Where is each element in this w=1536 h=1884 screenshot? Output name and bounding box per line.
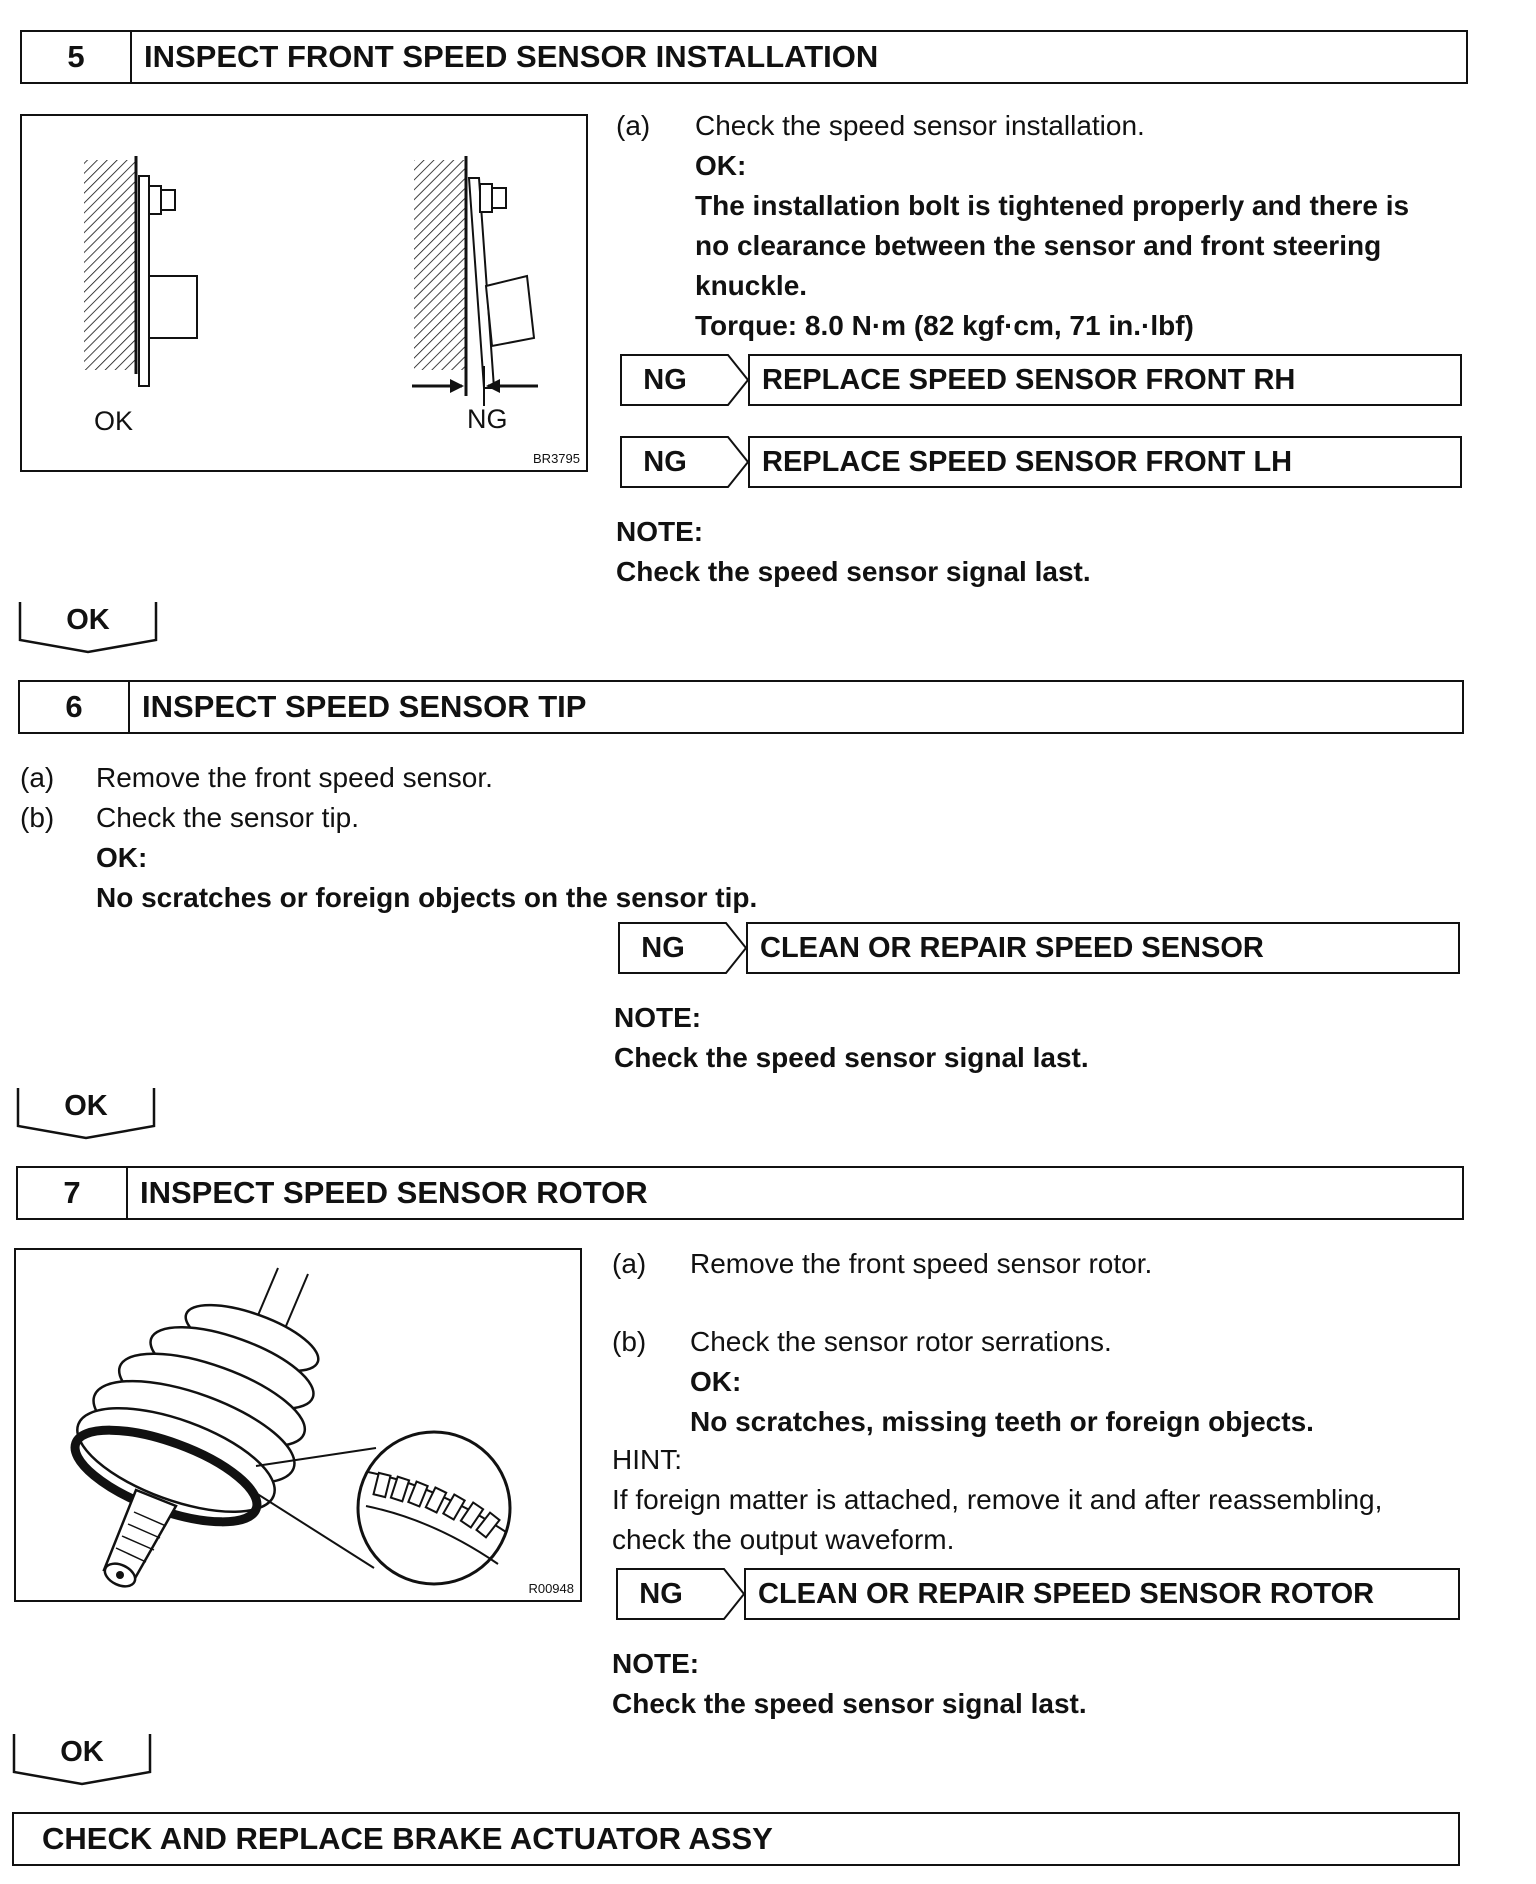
step5-ng-row-rh (620, 354, 1462, 406)
ng-label: NG (641, 931, 685, 964)
step7-item-b-text: Check the sensor rotor serrations. (690, 1326, 1112, 1357)
step5-header (20, 30, 1468, 84)
step5-note-heading: NOTE: (616, 516, 704, 547)
step6-ok-button[interactable] (16, 1086, 156, 1140)
step7-hint-line1: If foreign matter is attached, remove it and after reassembling, (612, 1484, 1383, 1515)
step7-header (16, 1166, 1464, 1220)
step7-ok-heading: OK: (690, 1366, 742, 1397)
step6-item-b-marker: (b) (20, 802, 55, 833)
figure-label-ok: OK (94, 406, 134, 436)
final-action-title: CHECK AND REPLACE BRAKE ACTUATOR ASSY (42, 1821, 773, 1856)
step6-ok-heading: OK: (96, 842, 148, 873)
step5-figure (20, 114, 588, 472)
step6-item-a-text: Remove the front speed sensor. (96, 762, 493, 793)
figure-code: BR3795 (533, 451, 580, 466)
step5-number: 5 (22, 32, 132, 82)
step7-figure (14, 1248, 582, 1602)
step5-ng-action-rh: REPLACE SPEED SENSOR FRONT RH (748, 354, 1462, 406)
sensor-rotor-illustration (16, 1250, 584, 1604)
step7-ng-row (616, 1568, 1460, 1620)
ok-label: OK (60, 1736, 104, 1768)
step5-ng-row-lh (620, 436, 1462, 488)
ok-label: OK (64, 1090, 108, 1122)
step6-ok-text: No scratches or foreign objects on the sensor tip. (96, 882, 758, 913)
step6-title: INSPECT SPEED SENSOR TIP (142, 689, 587, 724)
step7-number: 7 (18, 1168, 128, 1218)
step5-torque: Torque: 8.0 N·m (82 kgf·cm, 71 in.·lbf) (695, 310, 1194, 341)
ng-label: NG (643, 363, 687, 396)
step6-item-b-text: Check the sensor tip. (96, 802, 360, 833)
step5-ok-line2: no clearance between the sensor and front steering (695, 230, 1382, 261)
step7-item-b-marker: (b) (612, 1326, 647, 1357)
step5-item-a-marker: (a) (616, 110, 651, 141)
step7-ng-action: CLEAN OR REPAIR SPEED SENSOR ROTOR (744, 1568, 1460, 1620)
step7-item-a-marker: (a) (612, 1248, 647, 1279)
step5-ok-line1: The installation bolt is tightened properly and there is (695, 190, 1410, 221)
step5-ng-action-lh: REPLACE SPEED SENSOR FRONT LH (748, 436, 1462, 488)
step6-item-a-marker: (a) (20, 762, 55, 793)
step6-note-text: Check the speed sensor signal last. (614, 1042, 1089, 1073)
step5-note-text: Check the speed sensor signal last. (616, 556, 1091, 587)
step7-hint-heading: HINT: (612, 1444, 682, 1475)
step5-ok-line3: knuckle. (695, 270, 808, 301)
step7-title: INSPECT SPEED SENSOR ROTOR (140, 1175, 648, 1210)
ok-label: OK (66, 604, 110, 636)
step5-item-a-text: Check the speed sensor installation. (695, 110, 1145, 141)
step6-ng-action: CLEAN OR REPAIR SPEED SENSOR (746, 922, 1460, 974)
step7-ok-button[interactable] (12, 1732, 152, 1786)
figure-label-ng: NG (467, 404, 508, 434)
step7-ok-text: No scratches, missing teeth or foreign objects. (690, 1406, 1314, 1437)
step7-item-a-text: Remove the front speed sensor rotor. (690, 1248, 1153, 1279)
step5-title: INSPECT FRONT SPEED SENSOR INSTALLATION (144, 39, 879, 74)
step6-header (18, 680, 1464, 734)
step7-note-heading: NOTE: (612, 1648, 700, 1679)
step6-ng-row (618, 922, 1460, 974)
step5-ok-button[interactable] (18, 600, 158, 654)
step6-note-heading: NOTE: (614, 1002, 702, 1033)
ng-label: NG (639, 1577, 683, 1610)
ng-label: NG (643, 445, 687, 478)
figure-code: R00948 (528, 1581, 574, 1596)
step6-number: 6 (20, 682, 130, 732)
final-action-header (12, 1812, 1460, 1866)
step5-ok-heading: OK: (695, 150, 747, 181)
step7-note-text: Check the speed sensor signal last. (612, 1688, 1087, 1719)
step7-hint-line2: check the output waveform. (612, 1524, 955, 1555)
